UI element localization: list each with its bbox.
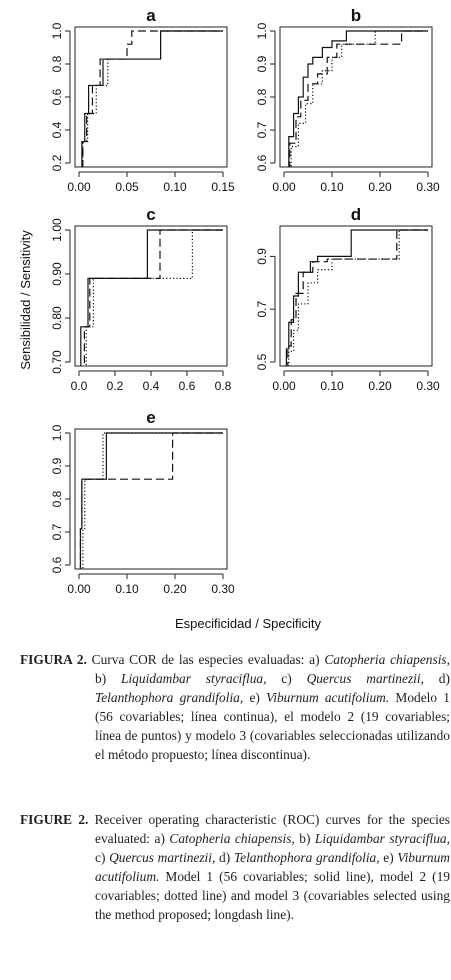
x-tick-label: 0.00 [67,180,91,194]
y-tick-label: 1.0 [255,22,269,40]
x-tick-label: 0.05 [115,180,139,194]
y-tick-label: 0.9 [50,457,64,475]
caption-text: Model 1 (56 covariables; solid line), model 2 (19 covariables; dotted line) and model 3 (covariables selected using the method proposed; longdash line). [95,869,450,922]
roc-curve-longdash [84,230,223,375]
caption-text: c) [266,671,307,686]
panel-letter: a [146,6,156,25]
y-tick-label: 1.0 [50,424,64,442]
caption-text: Modelo 1 (56 covariables; línea continua), el modelo 2 (19 covariables; línea de puntos) y modelo 3 (covariables seleccionadas utilizando el método propuesto; línea discontinua). [95,690,450,762]
roc-panel-c [50,205,232,393]
panel-letter: d [350,205,362,224]
plot-frame [280,226,432,366]
x-tick-label: 0.2 [106,379,124,393]
caption-label-en: FIGURE 2. [20,812,89,827]
caption-text: d) [215,850,234,865]
y-tick-label: 0.7 [50,523,64,541]
roc-curve-longdash [80,433,223,572]
x-axis-title: Especificidad / Specificity [175,616,321,631]
x-tick-label: 0.30 [211,582,235,596]
roc-curve-solid [289,31,428,170]
x-tick-label: 0.20 [368,180,392,194]
roc-curve-longdash [290,31,428,170]
caption-text: c) [95,850,110,865]
y-tick-label: 0.90 [50,262,64,286]
species-name: Catopheria chiapensis, [169,831,295,846]
caption-text: Receiver operating characteristic (ROC) curves for the species evaluated: a) [88,812,450,846]
x-tick-label: 0.15 [211,180,235,194]
y-tick-label: 0.80 [50,306,64,330]
roc-curve-dotted [86,230,223,375]
roc-curve-dotted [83,31,223,168]
roc-panels [50,6,440,596]
x-tick-label: 0.8 [214,379,232,393]
roc-curve-solid [82,31,223,168]
y-tick-label: 0.5 [255,353,269,371]
y-tick-label: 0.4 [50,121,64,139]
y-tick-label: 0.2 [50,154,64,172]
caption-text: e) [243,690,267,705]
roc-curve-dotted [289,230,428,370]
panel-letter: c [146,205,156,224]
y-tick-label: 0.70 [50,350,64,374]
roc-panel-a [50,6,235,194]
plot-frame [75,226,227,366]
roc-curve-dotted [83,433,223,572]
species-name: Telanthophora grandifolia, [233,850,380,865]
roc-panel-e [50,408,235,596]
x-tick-label: 0.00 [67,582,91,596]
x-tick-label: 0.00 [272,180,296,194]
y-tick-label: 0.9 [255,55,269,73]
caption-spanish [20,650,450,764]
x-tick-label: 0.30 [416,379,440,393]
x-tick-label: 0.30 [416,180,440,194]
y-tick-label: 0.8 [50,55,64,73]
y-axis-title: Sensibilidad / Sensitivity [18,230,33,370]
y-tick-label: 1.00 [50,218,64,242]
y-tick-label: 0.6 [50,556,64,574]
y-tick-label: 0.8 [255,88,269,106]
roc-curve-solid [81,230,223,375]
species-name: Quercus martinezii, [306,671,424,686]
x-tick-label: 0.20 [163,582,187,596]
x-tick-label: 0.10 [115,582,139,596]
caption-english [20,810,450,924]
species-name: Liquidambar styraciflua, [121,671,267,686]
x-tick-label: 0.4 [142,379,160,393]
caption-text: b) [95,671,122,686]
panel-letter: e [146,408,156,427]
y-tick-label: 0.7 [255,300,269,318]
species-name: Telanthophora grandifolia, [95,690,244,705]
caption-text: e) [379,850,398,865]
roc-curve-longdash [83,31,223,168]
panel-letter: b [350,6,362,25]
y-tick-label: 1.0 [50,22,64,40]
x-tick-label: 0.10 [320,379,344,393]
x-tick-label: 0.20 [368,379,392,393]
species-name: Quercus martinezii, [109,850,216,865]
species-name: Catopheria chiapensis, [324,652,450,667]
caption-text: Curva COR de las especies evaluadas: a) [86,652,325,667]
roc-curve-longdash [288,230,428,370]
x-tick-label: 0.10 [163,180,187,194]
y-tick-label: 0.8 [50,490,64,508]
roc-panel-d [255,205,440,393]
caption-text: d) [423,671,450,686]
roc-panel-b [255,6,440,194]
species-name: Viburnum acutifolium. [95,850,450,884]
x-tick-label: 0.0 [70,379,88,393]
species-name: Viburnum acutifolium. [266,690,390,705]
species-name: Liquidambar styraciflua, [314,831,450,846]
plot-frame [75,27,227,167]
x-tick-label: 0.10 [320,180,344,194]
plot-frame [75,429,227,569]
caption-label-es: FIGURA 2. [20,652,87,667]
y-tick-label: 0.6 [255,154,269,172]
y-tick-label: 0.7 [255,121,269,139]
x-tick-label: 0.00 [272,379,296,393]
y-tick-label: 0.6 [50,88,64,106]
y-tick-label: 0.9 [255,248,269,265]
caption-text: b) [294,831,315,846]
x-tick-label: 0.6 [178,379,196,393]
roc-curve-dotted [291,31,428,170]
roc-curve-solid [80,433,223,572]
